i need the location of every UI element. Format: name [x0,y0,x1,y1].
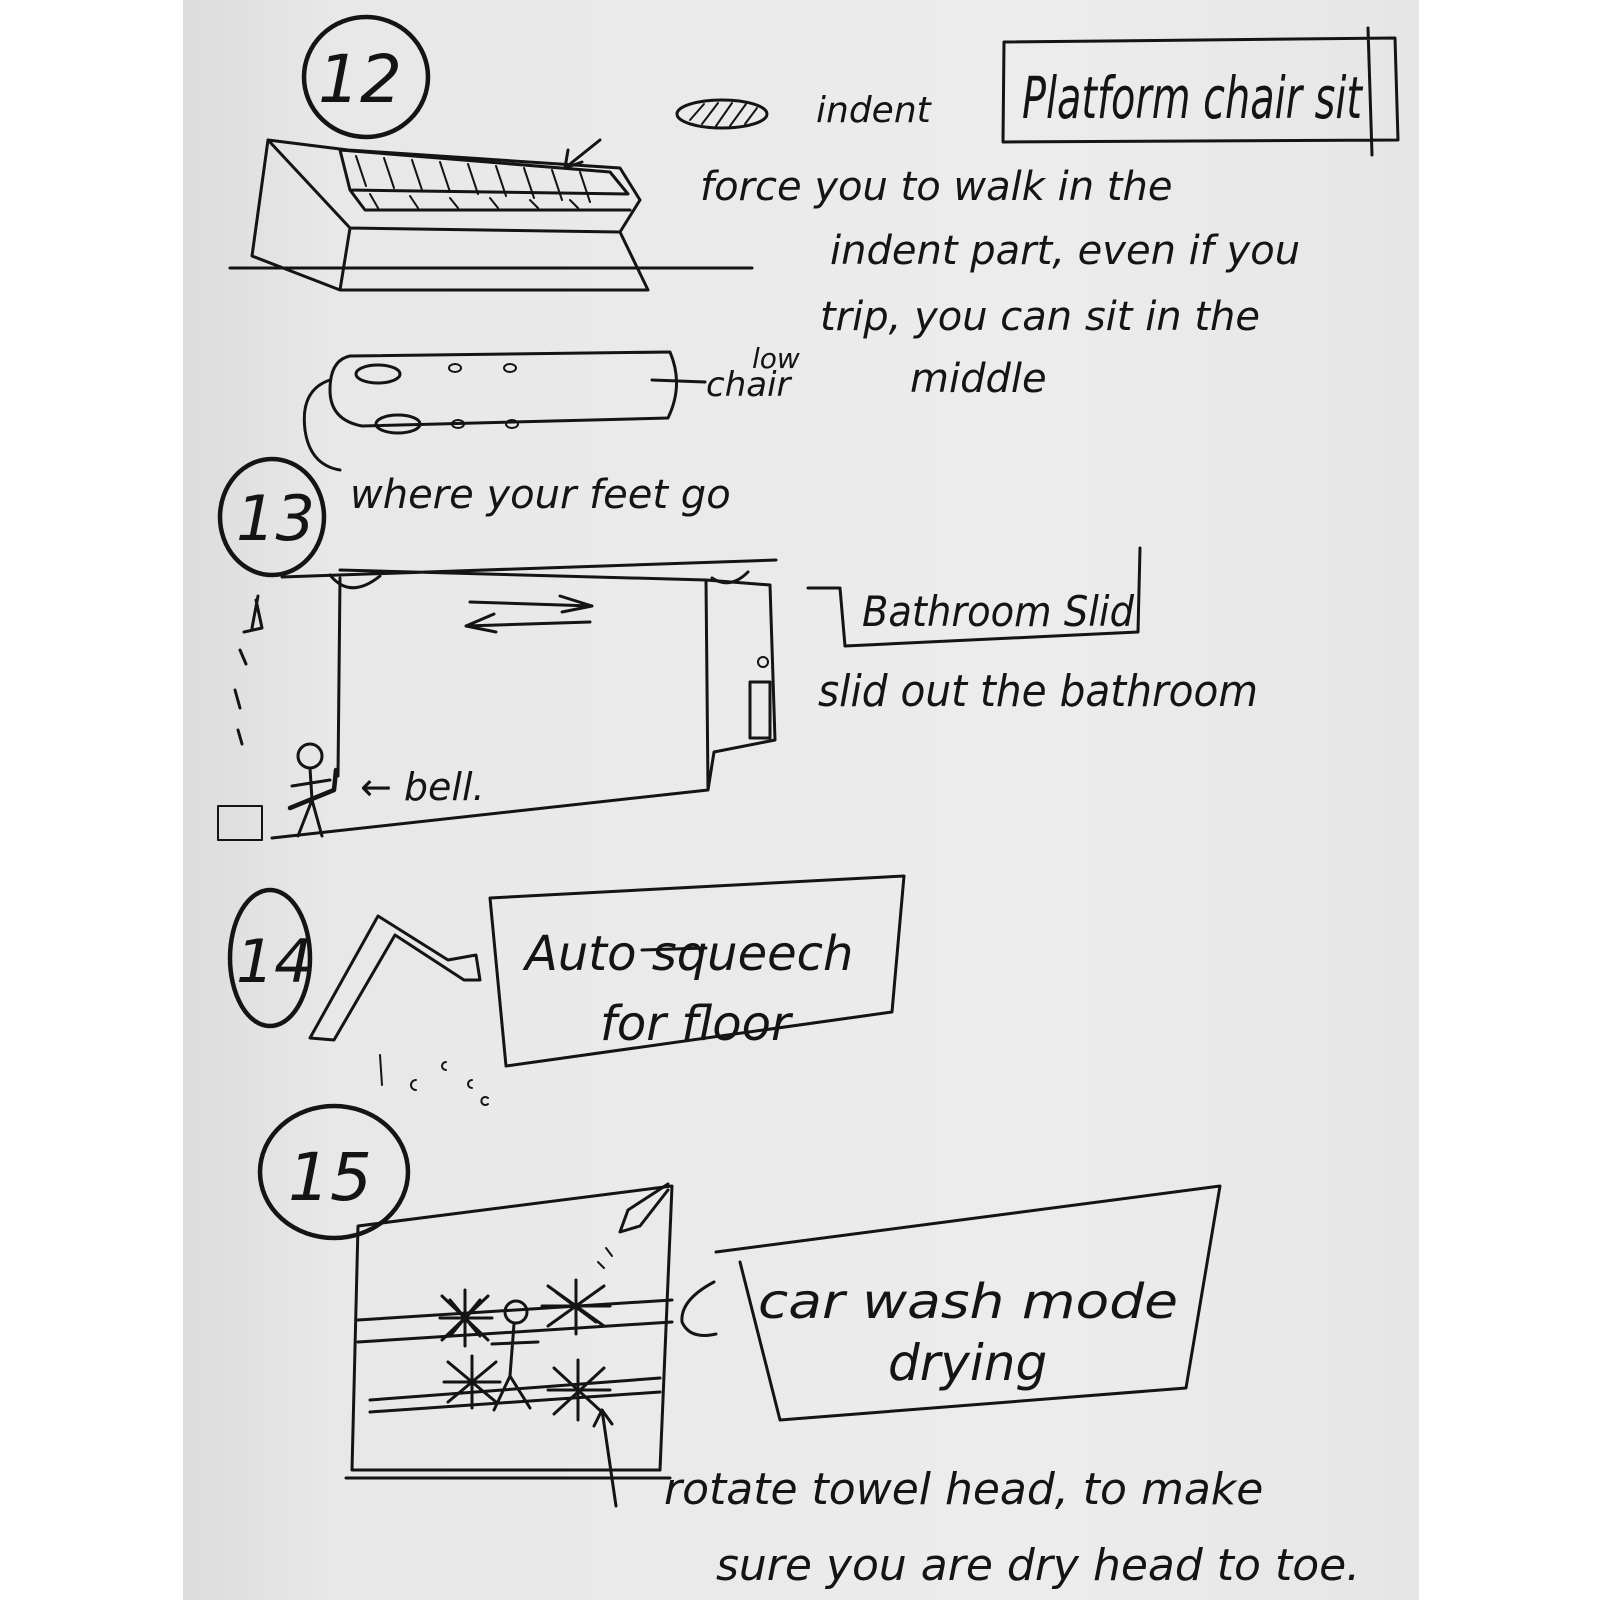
bathroom-pod [272,560,776,838]
section-14-title-line1: Auto squeech [525,926,854,982]
section-14 [230,876,904,1105]
low-chair-pointer [652,380,705,382]
seat-hole [356,365,400,383]
seat-hole [504,364,516,372]
title-15-pointer [682,1282,716,1336]
section-15 [260,1106,1360,1591]
note-12-line-1: force you to walk in the [700,164,1173,210]
section-12-title: Platform chair sit [1022,64,1364,132]
low-chair-label-bottom: chair [706,365,791,405]
section-14-number: 14 [236,927,313,997]
section-13-number: 13 [236,482,315,555]
person-body [292,768,330,836]
indent-arrow [565,140,600,168]
towel-rails [358,1300,672,1412]
section-12-number: 12 [318,41,402,118]
note-12-line-3: trip, you can sit in the [820,294,1261,340]
dryer-air [598,1248,612,1268]
section-15-notes [664,1464,1360,1591]
seat-hole [449,364,461,372]
note-12-line-2: indent part, even if you [830,228,1301,274]
note-15-line-2: sure you are dry head to toe. [716,1540,1361,1591]
section-15-number: 15 [288,1139,372,1216]
section-12 [230,17,1398,518]
towel-head [444,1356,500,1408]
person-head [298,744,322,768]
squeegee-drawing [310,916,480,1040]
section-13-note: slid out the bathroom [818,666,1258,717]
section-15-title-line1: car wash mode [758,1274,1178,1330]
towel-pointer-arrow [594,1410,616,1506]
indent-legend-hatch [690,103,757,126]
indent-legend-label: indent [816,90,931,131]
note-12-line-4: middle [910,356,1047,402]
person-head [505,1301,527,1323]
water-drops [380,1055,488,1105]
door-knob [758,657,768,667]
section-13-title: Bathroom Slid [862,587,1135,636]
section-15-title-line2: drying [888,1334,1048,1392]
low-chair-label-top: low [752,342,800,375]
floor-drain [218,806,262,840]
shower-head [235,596,262,744]
slide-arrows [466,596,592,632]
person-body [492,1324,538,1410]
note-15-line-1: rotate towel head, to make [664,1464,1264,1515]
feet-label: where your feet go [350,472,731,518]
section-14-title-line2: for floor [600,996,791,1052]
door-handle [750,682,770,738]
bell-label: ← bell. [360,765,485,809]
strikethrough-mark [642,948,706,950]
